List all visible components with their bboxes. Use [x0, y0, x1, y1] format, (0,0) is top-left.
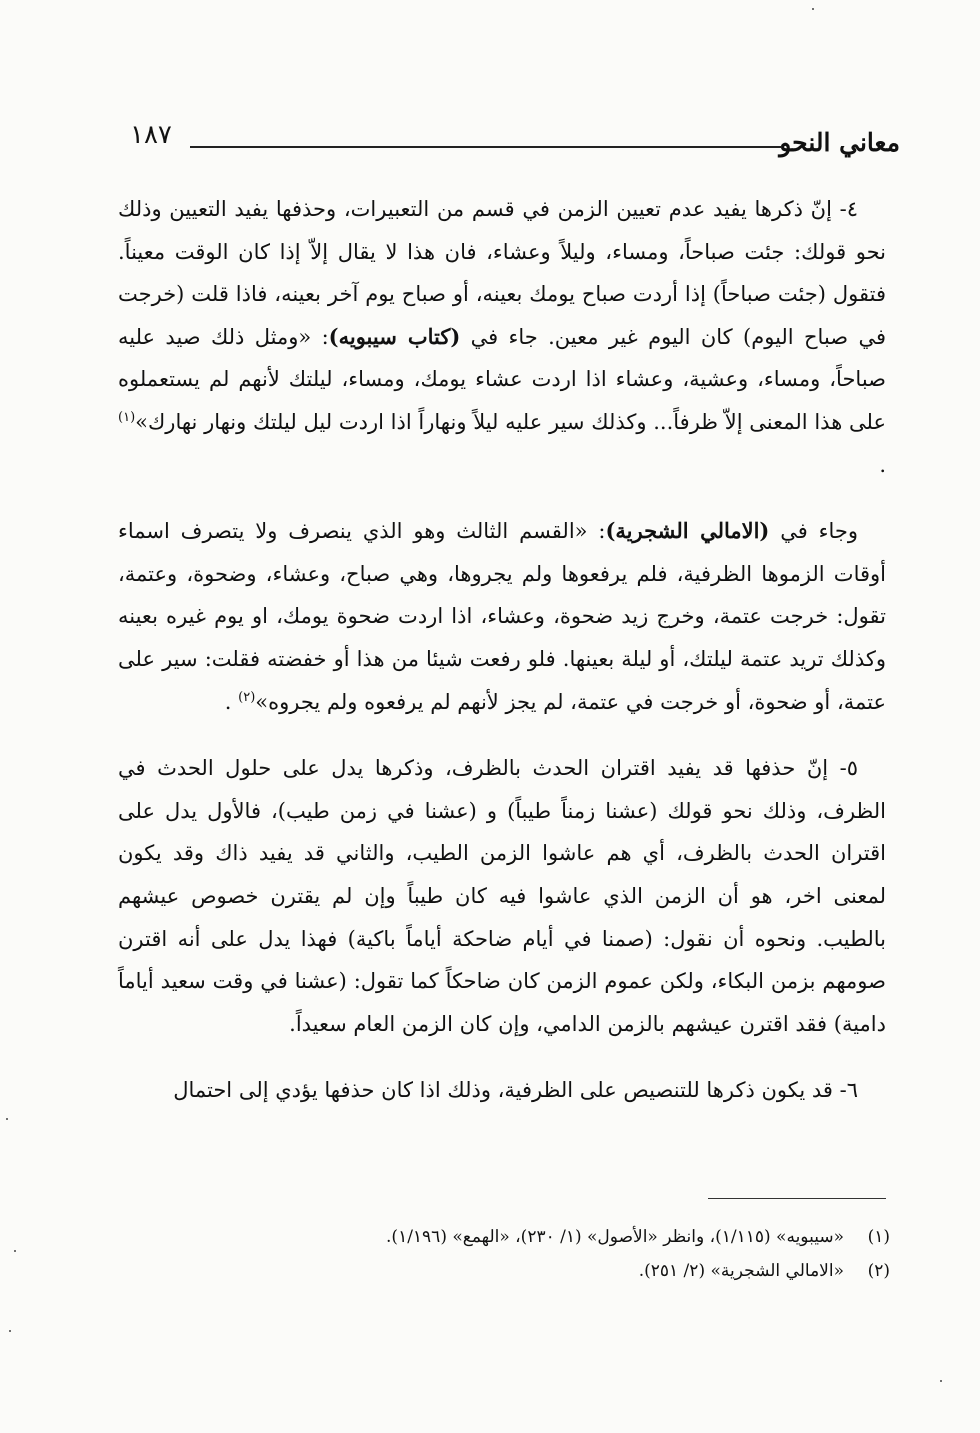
page-header [120, 118, 900, 168]
page-number: ١٨٧ [130, 120, 172, 150]
paragraph-5: ٥- إنّ حذفها قد يفيد اقتران الحدث بالظرف، وذكرها يدل على حلول الحدث في الظرف، وذلك نحو قولك (عشنا زمناً طيباً) و (عشنا في زمن طيب)، فالأول يدل على اقتران الحدث بالظرف، أي هم عاشوا الزمن الطيب، والثاني قد يفيد ذاك وقد يكون لمعنى اخر، هو أن الزمن الذي عاشوا فيه كان طيباً وإن لم يقترن خصوص عيشهم بالطيب. ونحوه أن نقول: (صمنا في أيام ضاحكة أياماً باكية) فهذا يدل على أنه اقترن صومهم بزمن البكاء، ولكن عموم الزمن كان ضاحكاً كما تقول: (عشنا في وقت سعيد أياماً دامية) فقد اقترن عيشهم بالزمن الدامي، وإن كان الزمن العام سعيداً. [118, 756, 886, 1036]
paragraph-6: ٦- قد يكون ذكرها للتنصيص على الظرفية، وذلك اذا كان حذفها يؤدي إلى احتمال [173, 1078, 858, 1103]
running-title: معاني النحو [779, 128, 900, 157]
book-title-amali: (الامالي الشجرية) [605, 518, 770, 544]
footnote-number: (١) [867, 1227, 890, 1247]
footnote-text: «سيبويه» (١/١١٥)، وانظر «الأصول» (١/ ٢٣٠)، «الهمع» (١/١٩٦). [386, 1227, 844, 1247]
paragraph-amali: وجاء في (الامالي الشجرية): «القسم الثالث وهو الذي ينصرف ولا يتصرف اسماء أوقات الزموها الظرفية، فلم يرفعوها ولم يجروها، وهي صباح، وعشاء، وضحوة، وعتمة، تقول: خرجت عتمة، وخرج زيد ضحوة، وعشاء، اذا اردت ضحوة يومك، او يوم غيره بعينه وكذلك تريد عتمة ليلتك، أو ليلة بعينها. فلو رفعت شيئا من هذا أو خفضته فقلت: سير على عتمة، أو ضحوة، أو خرجت في عتمة، لم يجز لأنهم لم يرفعوه ولم يجروه»$^{(٢)}$ . [118, 518, 886, 714]
book-title-sibawayh: (كتاب سيبويه) [328, 323, 461, 349]
footnotes [200, 1220, 890, 1288]
footnote-rule [708, 1198, 886, 1199]
footnote-number: (٢) [867, 1261, 890, 1281]
footnote-ref-2[interactable]: (٢) [238, 689, 256, 705]
paragraph-4: ٤- إنّ ذكرها يفيد عدم تعيين الزمن في قسم من التعبيرات، وحذفها يفيد التعيين وذلك نحو قولك: جئت صباحاً، ومساء، وليلاً وعشاء، فان هذا لا يقال إلاّ إذا كان الوقت معيناً. فتقول (جئت صباحاً) إذا أردت صباح يومك بعينه، أو صباح يوم آخر بعينه، فاذا قلت (خرجت في صباح اليوم) كان اليوم غير معين. جاء في (كتاب سيبويه): «ومثل ذلك صيد عليه صباحاً، ومساء، وعشية، وعشاء اذا اردت عشاء يومك، ومساء، ليلتك لأنهم لم يستعملوه على هذا المعنى إلاّ ظرفاً... وكذلك سير عليه ليلاً ونهاراً اذا اردت ليل ليلتك ونهار نهارك»$^{(١)}$ . [118, 197, 886, 477]
footnote-ref-1[interactable]: (١) [118, 409, 136, 425]
scan-speck [14, 1250, 16, 1252]
footnote-1 [200, 1220, 890, 1254]
footnote-2 [200, 1254, 890, 1288]
scan-speck [6, 1118, 8, 1120]
scan-speck [9, 1330, 11, 1332]
header-rule [190, 146, 782, 148]
body-text [118, 188, 886, 1112]
scan-speck [812, 8, 814, 10]
scan-speck [940, 1380, 942, 1382]
footnote-text: «الامالي الشجرية» (٢/ ٢٥١). [638, 1261, 844, 1281]
